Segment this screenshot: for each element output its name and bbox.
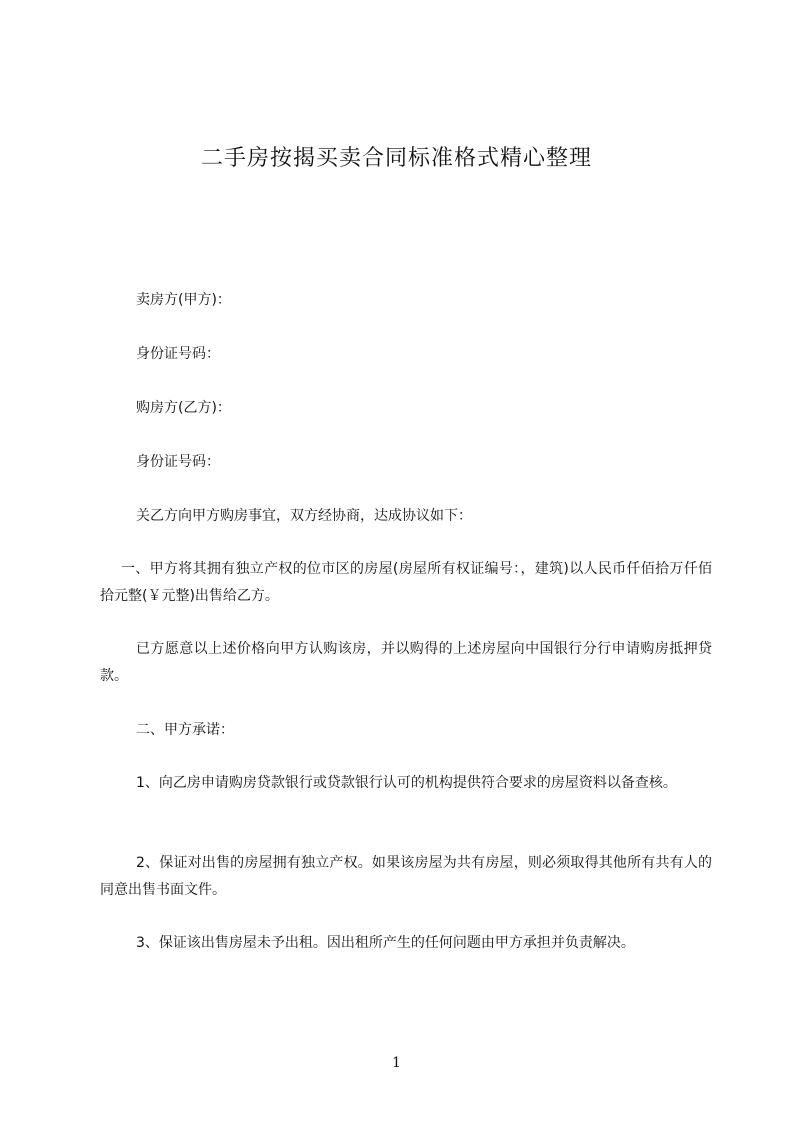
clause-1: 一、甲方将其拥有独立产权的位市区的房屋(房屋所有权证编号：，建筑)以人民币仟佰拾万仟佰拾元整(￥元整)出售给乙方。 — [100, 561, 712, 604]
page-number: 1 — [392, 1055, 401, 1071]
clause-2-item-1: 1、向乙房申请购房贷款银行或贷款银行认可的机构提供符合要求的房屋资料以备查核。 — [136, 775, 677, 791]
document-title: 二手房按揭买卖合同标准格式精心整理 — [200, 146, 592, 171]
clause-2-item-3: 3、保证该出售房屋未予出租。因出租所产生的任何问题由甲方承担并负责解决。 — [136, 935, 635, 951]
seller-id-line: 身份证号码： — [136, 346, 220, 362]
agreement-intro: 关乙方向甲方购房事宜，双方经协商，达成协议如下： — [136, 508, 472, 524]
buyer-line: 购房方(乙方)： — [136, 400, 231, 416]
clause-1-loan: 已方愿意以上述价格向甲方认购该房，并以购得的上述房屋向中国银行分行申请购房抵押贷款。 — [100, 641, 712, 684]
clause-2-heading: 二、甲方承诺： — [136, 722, 234, 738]
clause-2-item-2: 2、保证对出售的房屋拥有独立产权。如果该房屋为共有房屋，则必须取得其他所有共有人的同意出售书面文件。 — [100, 855, 712, 898]
buyer-id-line: 身份证号码： — [136, 454, 220, 470]
seller-line: 卖房方(甲方)： — [136, 292, 231, 308]
